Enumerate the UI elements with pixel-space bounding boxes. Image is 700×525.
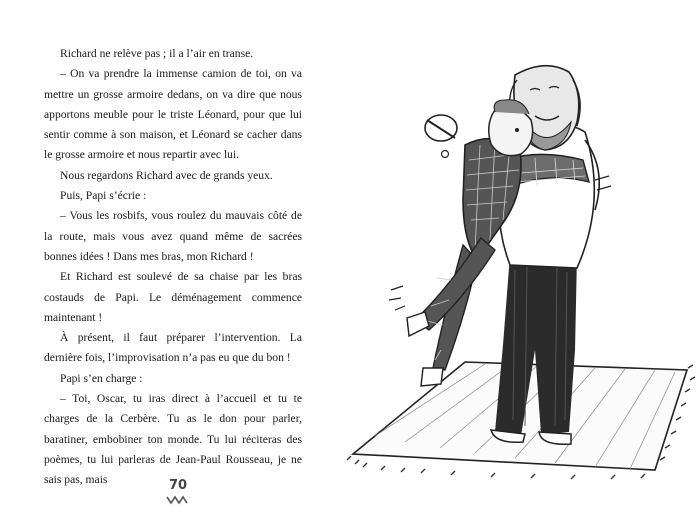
body-text	[44, 44, 302, 491]
paragraph: – Toi, Oscar, tu iras direct à l’accueil et tu te charges de la Cerbère. Tu as le don pour parler, baratiner, embobiner ton monde. Tu lui réciteras des poèmes, tu lui parleras de Jean-Paul Rousseau, je ne sais pas, mais	[44, 392, 302, 487]
paragraph: Richard ne relève pas ; il a l’air en transe.	[60, 47, 254, 60]
richard-head	[489, 100, 533, 156]
hat-icon	[425, 115, 457, 158]
paragraph: À présent, il faut préparer l’intervention. La dernière fois, l’improvisation n’a pas eu que du bon !	[44, 331, 302, 365]
paragraph: Puis, Papi s’écrie :	[60, 189, 147, 203]
paragraph: – On va prendre la immense camion de toi, on va mettre un grosse armoire dedans, on va dire que nous apportons meuble pour le triste Léonard, pour que lui sentir comme à son maison, et Léonard se cacher dans le grosse armoire et nous repartir avec lui.	[44, 67, 302, 162]
paragraph: – Vous les rosbifs, vous roulez du mauvais côté de la route, mais vous avez quand même de sacrées bonnes idées ! Dans mes bras, mon Richard !	[44, 209, 302, 263]
page-number-ornament	[166, 495, 190, 505]
paragraph: Et Richard est soulevé de sa chaise par les bras costauds de Papi. Le déménagement commence maintenant !	[44, 270, 302, 324]
paragraph: Nous regardons Richard avec de grands yeux.	[60, 168, 273, 182]
page-number: 70	[168, 478, 188, 493]
paragraph: Papi s’en charge :	[60, 371, 143, 385]
hug-illustration	[345, 50, 700, 495]
motion-lines	[389, 286, 405, 310]
